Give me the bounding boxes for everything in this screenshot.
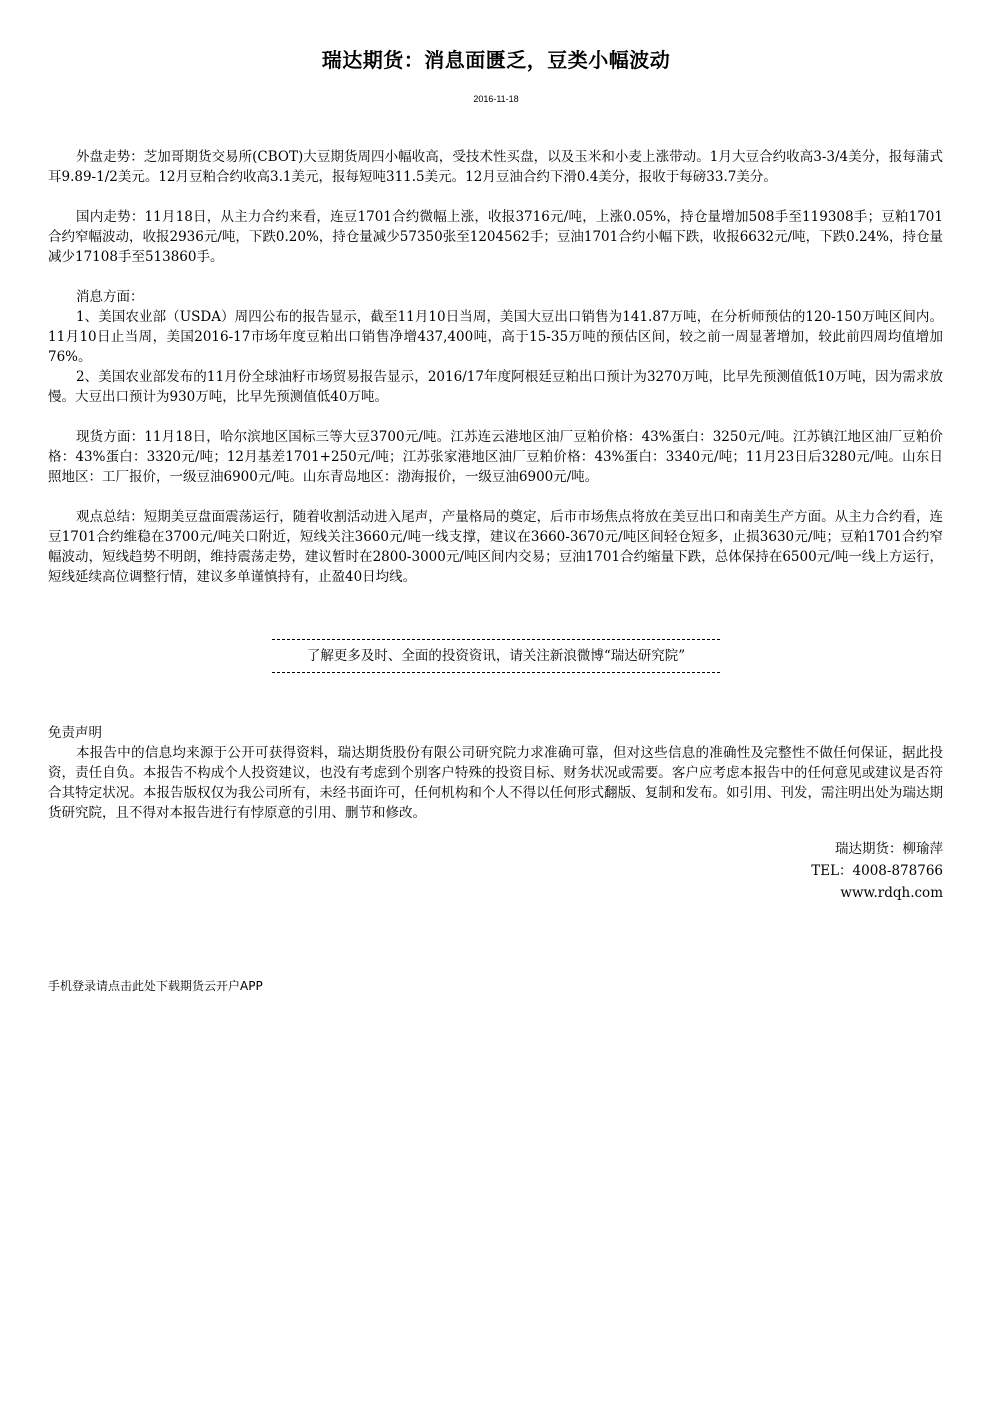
news-heading: 消息方面： — [76, 289, 144, 305]
news-item-2: 2、美国农业部发布的11月份全球油籽市场贸易报告显示，2016/17年度阿根廷豆粕出口预计为3270万吨，比早先预测值低10万吨，因为需求放慢。大豆出口预计为930万吨，比早先预测值低40万吨。 — [48, 369, 943, 405]
author-name: 瑞达期货：柳瑜萍 — [835, 841, 943, 857]
weibo-notice — [272, 633, 720, 679]
report-body — [48, 147, 943, 587]
domestic-market-paragraph: 国内走势：11月18日，从主力合约来看，连豆1701合约微幅上涨，收报3716元/吨，上涨0.05%，持仓量增加508手至119308手；豆粕1701合约窄幅波动，收报2936元/吨，下跌0.20%，持仓量减少57350张至1204562手；豆油1701合约小幅下跌，收报6632元/吨，下跌0.24%，持仓量减少17108手至513860手。 — [48, 209, 944, 265]
disclaimer-text: 本报告中的信息均来源于公开可获得资料，瑞达期货股份有限公司研究院力求准确可靠，但对这些信息的准确性及完整性不做任何保证，据此投资，责任自负。本报告不构成个人投资建议，也没有考虑到个别客户特殊的投资目标、财务状况或需要。客户应考虑本报告中的任何意见或建议是否符合其特定状况。本报告版权仅为我公司所有，未经书面许可，任何机构和个人不得以任何形式翻版、复制和发布。如引用、刊发，需注明出处为瑞达期货研究院，且不得对本报告进行有悖原意的引用、删节和修改。 — [48, 745, 943, 821]
notice-divider-bottom — [272, 672, 720, 673]
contact-phone: TEL：4008-878766 — [811, 863, 943, 879]
notice-text: 了解更多及时、全面的投资资讯，请关注新浪微博“瑞达研究院” — [306, 648, 686, 664]
report-title: 瑞达期货：消息面匮乏，豆类小幅波动 — [321, 48, 671, 72]
company-website: www.rdqh.com — [840, 885, 943, 901]
overseas-market-paragraph: 外盘走势：芝加哥期货交易所(CBOT)大豆期货周四小幅收高，受技术性买盘，以及玉米和小麦上涨带动。1月大豆合约收高3-3/4美分，报每蒲式耳9.89-1/2美元。12月豆粕合约收高3.1美元，报每短吨311.5美元。12月豆油合约下滑0.4美分，报收于每磅33.7美分。 — [48, 149, 943, 185]
disclaimer-heading: 免责声明 — [48, 725, 102, 741]
outlook-paragraph: 观点总结：短期美豆盘面震荡运行，随着收割活动进入尾声，产量格局的奠定，后市市场焦点将放在美豆出口和南美生产方面。从主力合约看，连豆1701合约维稳在3700元/吨关口附近，短线关注3660元/吨一线支撑，建议在3660-3670元/吨区间轻仓短多，止损3630元/吨；豆粕1701合约窄幅波动，短线趋势不明朗，维持震荡走势，建议暂时在2800-3000元/吨区间内交易；豆油1701合约缩量下跌，总体保持在6500元/吨一线上方运行，短线延续高位调整行情，建议多单谨慎持有，止盈40日均线。 — [48, 509, 943, 585]
spot-market-paragraph: 现货方面：11月18日，哈尔滨地区国标三等大豆3700元/吨。江苏连云港地区油厂豆粕价格：43%蛋白：3250元/吨。江苏镇江地区油厂豆粕价格：43%蛋白：3320元/吨；12月基差1701+250元/吨；江苏张家港地区油厂豆粕价格：43%蛋白：3340元/吨；11月23日后3280元/吨。山东日照地区：工厂报价，一级豆油6900元/吨。山东青岛地区：渤海报价，一级豆油6900元/吨。 — [48, 429, 943, 485]
disclaimer-section — [48, 723, 943, 823]
signature-block — [811, 838, 943, 904]
notice-divider-top — [272, 639, 720, 640]
download-app-link[interactable]: 手机登录请点击此处下载期货云开户APP — [48, 979, 263, 993]
news-item-1: 1、美国农业部（USDA）周四公布的报告显示，截至11月10日当周，美国大豆出口销售为141.87万吨，在分析师预估的120-150万吨区间内。11月10日止当周，美国2016-17市场年度豆粕出口销售净增437,400吨，高于15-35万吨的预估区间，较之前一周显著增加，较此前四周均值增加76%。 — [48, 309, 943, 365]
report-date: 2016-11-18 — [473, 94, 519, 104]
